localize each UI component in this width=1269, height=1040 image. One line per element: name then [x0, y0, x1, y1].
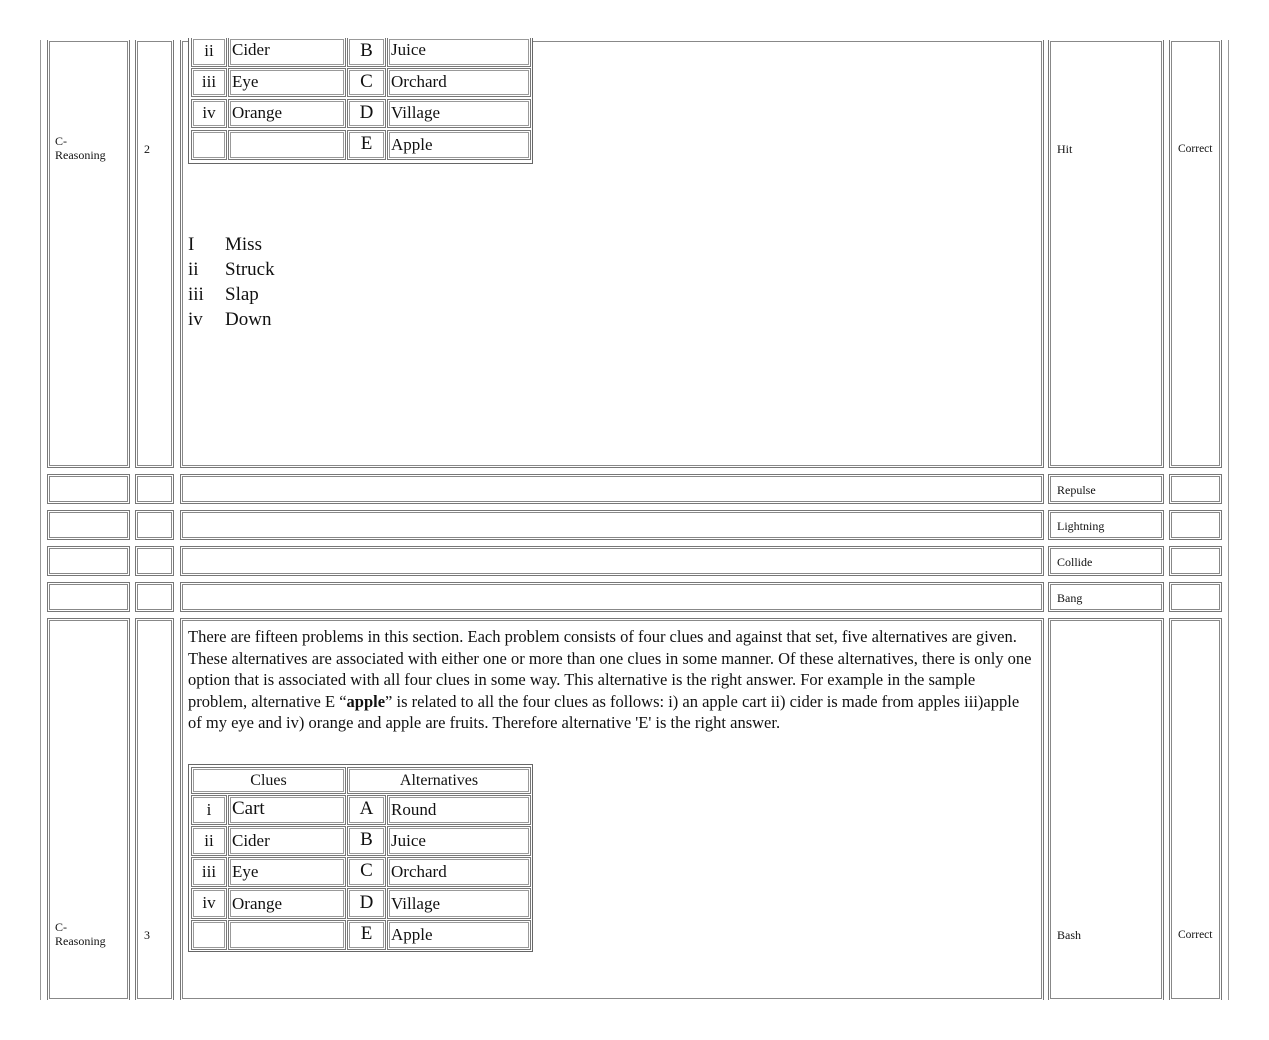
alternative-cell: Juice — [387, 826, 531, 856]
instructions-paragraph: There are fifteen problems in this section. Each problem consists of four clues and against that set, five alternatives are given. These alternatives are associated with either one or more than one clues in some manner. Of these alternatives, there is only one option that is associated with all four clues in some way. This alternative is the right answer. For example in the sample problem, alternative E “apple” is related to all the four clues as follows: i) an apple cart ii) cider is made from apples iii)apple of my eye and iv) orange and apple are fruits. Therefore alternative 'E' is the right answer. — [188, 627, 1032, 733]
category-label: C- Reasoning — [55, 134, 106, 162]
clue-cell: Cider — [228, 826, 346, 856]
clue-table — [188, 38, 533, 164]
question-number: 3 — [144, 928, 150, 942]
category-label: C- Reasoning — [55, 920, 106, 948]
roman-cell — [191, 130, 227, 160]
alternative-cell: Orchard — [387, 857, 531, 887]
option-text: Bang — [1057, 591, 1083, 605]
number-cell — [135, 40, 174, 468]
question-number: 2 — [144, 142, 150, 156]
letter-cell: C — [347, 68, 386, 97]
letter-cell: E — [347, 920, 386, 950]
clue-cell: Cider — [228, 38, 346, 67]
result-cell — [1169, 618, 1222, 1000]
alternative-cell: Orchard — [387, 68, 531, 97]
letter-cell: C — [347, 857, 386, 887]
clue-cell: Eye — [228, 857, 346, 887]
table-border-left — [40, 40, 41, 1000]
number-cell — [135, 618, 174, 1000]
table-border-right — [1228, 40, 1229, 1000]
letter-cell: D — [347, 99, 386, 128]
result-text: Correct — [1178, 929, 1213, 941]
option-text: Repulse — [1057, 483, 1096, 497]
clue-cell — [228, 130, 346, 160]
header-clues: Clues — [191, 767, 346, 794]
alternative-cell: Apple — [387, 920, 531, 950]
roman-cell — [191, 920, 227, 950]
clue-cell: Orange — [228, 99, 346, 128]
clue-cell: Cart — [228, 795, 346, 825]
answer-text: Hit — [1057, 142, 1073, 156]
result-cell — [1169, 40, 1222, 468]
sample-answer-word: apple — [346, 691, 386, 711]
header-alternatives: Alternatives — [347, 767, 531, 794]
letter-cell: D — [347, 888, 386, 919]
option-text: Collide — [1057, 555, 1093, 569]
roman-cell: iv — [191, 99, 227, 128]
answer-text: Bash — [1057, 928, 1081, 942]
clue-cell: Orange — [228, 888, 346, 919]
alternative-cell: Round — [387, 795, 531, 825]
alternative-cell: Juice — [387, 38, 531, 67]
roman-cell: ii — [191, 826, 227, 856]
roman-cell: iv — [191, 888, 227, 919]
question-clue-row: iv Down — [188, 309, 272, 330]
question-clue-row: I Miss — [188, 234, 262, 255]
letter-cell: A — [347, 795, 386, 825]
alternative-cell: Village — [387, 888, 531, 919]
roman-cell: iii — [191, 857, 227, 887]
roman-cell: i — [191, 795, 227, 825]
category-cell — [47, 618, 130, 1000]
alternative-cell: Village — [387, 99, 531, 128]
question-clue-row: ii Struck — [188, 259, 275, 280]
letter-cell: B — [347, 38, 386, 67]
letter-cell: E — [347, 130, 386, 160]
result-text: Correct — [1178, 143, 1213, 155]
answer-cell — [1048, 40, 1164, 468]
alternative-cell: Apple — [387, 130, 531, 160]
clue-cell: Eye — [228, 68, 346, 97]
question-clue-row: iii Slap — [188, 284, 259, 305]
category-cell — [47, 40, 130, 468]
letter-cell: B — [347, 826, 386, 856]
option-text: Lightning — [1057, 519, 1105, 533]
question-clue-list — [188, 232, 275, 332]
roman-cell: ii — [191, 38, 227, 67]
sample-clue-table — [188, 764, 533, 952]
answer-cell — [1048, 618, 1164, 1000]
roman-cell: iii — [191, 68, 227, 97]
clue-cell — [228, 920, 346, 950]
